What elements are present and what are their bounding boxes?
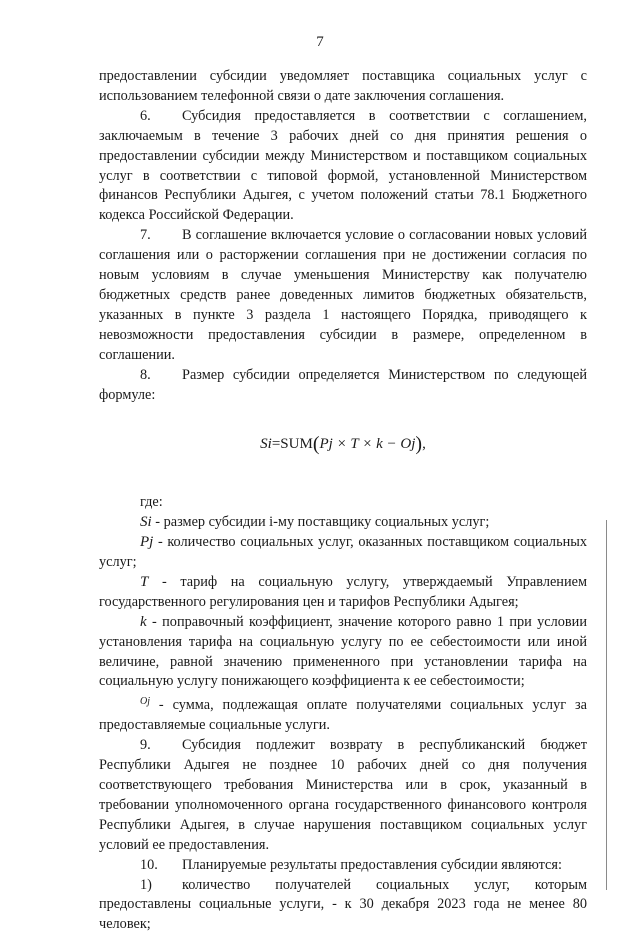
- paragraph-number: 8.: [140, 366, 151, 383]
- symbol-si: Si: [140, 514, 152, 531]
- symbol-t: T: [140, 573, 149, 590]
- formula-close-paren: ): [415, 433, 423, 456]
- symbol-k: k: [140, 613, 147, 630]
- paragraph-6: [99, 107, 587, 226]
- definition-text: - поправочный коэффициент, значение которого равно 1 при условии установления тарифа на социальную услугу по ее себестоимости или иной величине, равной значению примененного при установлении тарифа на социальную услугу понижающего коэффициента к ее себестоимости;: [99, 613, 587, 690]
- symbol-oj: Oj: [140, 696, 150, 708]
- definition-text: - тариф на социальную услугу, утверждаемый Управлением государственного регулирования цен и тарифов Республики Адыгея;: [99, 573, 587, 610]
- paragraph-text: Субсидия предоставляется в соответствии с соглашением, заключаемым в течение 3 рабочих дней со дня принятия решения о предоставлении субсидии между Министерством и поставщиком социальных услуг в соответствии с типовой формой, установленной Министерством финансов Республики Адыгея, с учетом положений статьи 78.1 Бюджетного кодекса Российской Федерации.: [99, 107, 587, 224]
- paragraph-continuation: предоставлении субсидии уведомляет поставщика социальных услуг с использованием телефонной связи о дате заключения соглашения.: [99, 68, 587, 104]
- definition-k: [99, 613, 587, 693]
- paragraph-8: [99, 366, 587, 406]
- definition-pj: [99, 533, 587, 573]
- formula-lhs: Si: [260, 436, 272, 453]
- paragraph-10-1: [99, 876, 587, 935]
- formula-sum: =SUM: [271, 436, 313, 453]
- definition-si: [99, 513, 587, 533]
- document-body: [99, 67, 587, 935]
- formula-open-paren: (: [312, 433, 320, 456]
- paragraph-text: Планируемые результаты предоставления субсидии являются:: [182, 856, 562, 873]
- subsidy-formula: [99, 435, 587, 455]
- paragraph-text: В соглашение включается условие о согласовании новых условий соглашения или о расторжении соглашения при не достижении согласия по новым условиям в случае уменьшения Министерству как получателю бюджетных средств ранее доведенных лимитов бюджетных обязательств, указанных в пункте 3 раздела 1 настоящего Порядка, приводящего к невозможности предоставления субсидии в размере, определенном в соглашении.: [99, 227, 587, 363]
- definition-t: [99, 573, 587, 613]
- symbol-pj: Pj: [140, 534, 154, 551]
- paragraph-number: 10.: [140, 856, 158, 873]
- page-edge-line: [606, 520, 607, 890]
- formula-tail: ,: [422, 436, 426, 453]
- definition-text: - количество социальных услуг, оказанных поставщиком социальных услуг;: [99, 534, 587, 571]
- definition-oj: [99, 692, 587, 736]
- paragraph-text: Субсидия подлежит возврату в республиканский бюджет Республики Адыгея не позднее 10 рабочих дней со дня получения соответствующего требования Министерства или в срок, указанный в требовании уполномоченного органа государственного финансового контроля Республики Адыгея, в случае нарушения поставщиком социальных услуг условий ее предоставления.: [99, 737, 587, 853]
- paragraph-7: [99, 226, 587, 365]
- paragraph-9: [99, 736, 587, 855]
- paragraph-number: 9.: [140, 737, 151, 754]
- paragraph-text: количество получателей социальных услуг, которым предоставлены социальные услуги, - к 30 декабря 2023 года не менее 80 человек;: [99, 876, 587, 933]
- paragraph-number: 6.: [140, 107, 151, 124]
- formula-body: Pj × T × k − Oj: [319, 436, 416, 453]
- paragraph-text: Размер субсидии определяется Министерством по следующей формуле:: [99, 366, 587, 403]
- page-number: 7: [316, 34, 324, 50]
- definition-text: - размер субсидии i-му поставщику социальных услуг;: [151, 514, 490, 531]
- paragraph-number: 7.: [140, 227, 151, 244]
- where-label: где:: [140, 494, 163, 511]
- paragraph-10: [99, 856, 587, 876]
- definition-text: - сумма, подлежащая оплате получателями социальных услуг за предоставляемые социальные услуги.: [99, 697, 587, 734]
- paragraph-number: 1): [140, 876, 152, 893]
